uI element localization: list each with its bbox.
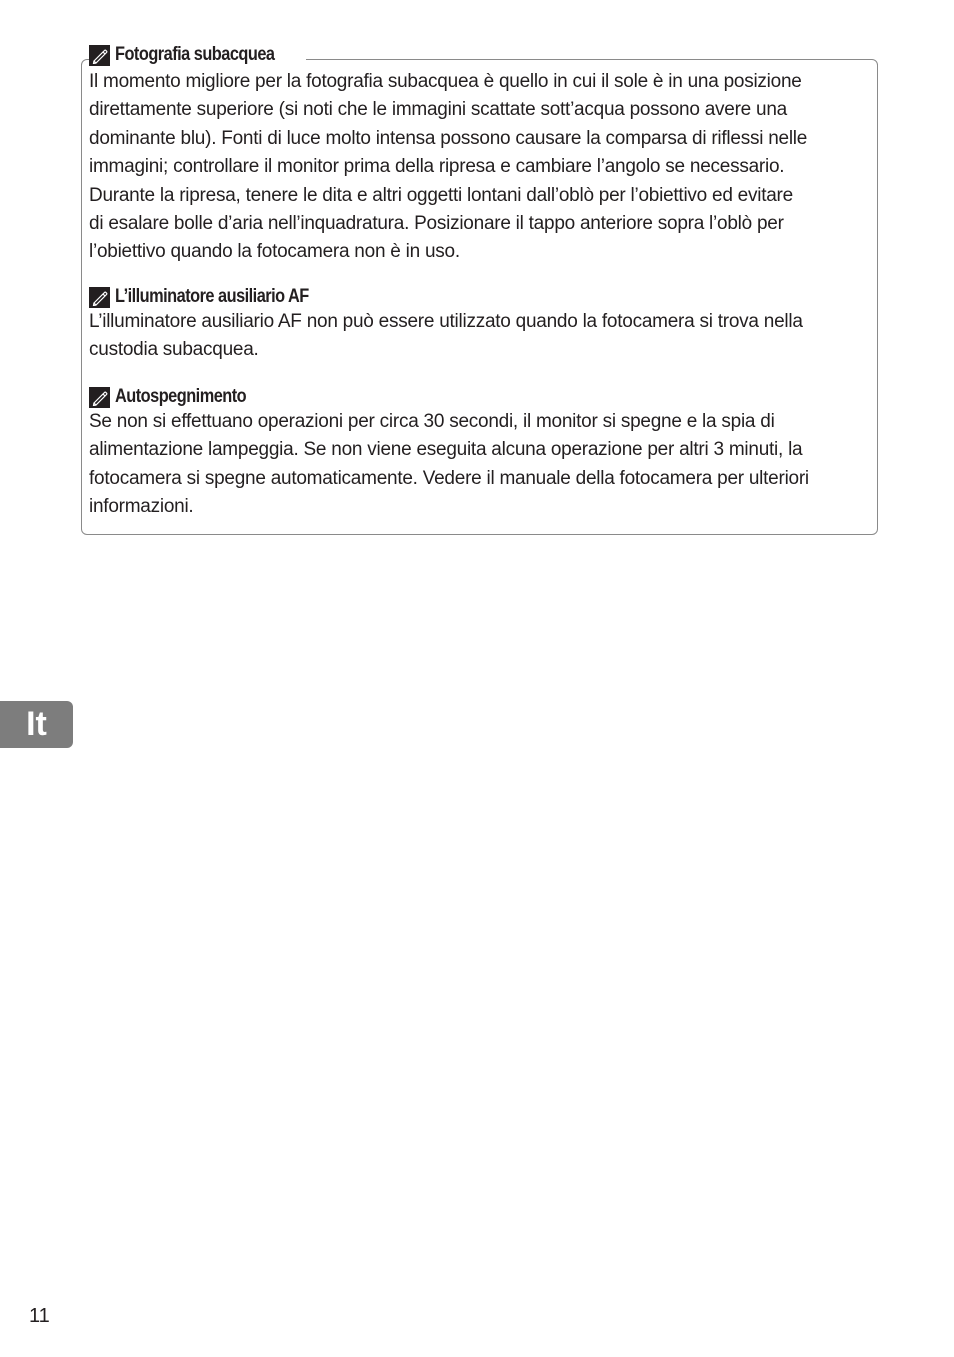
section-heading [89, 286, 869, 308]
section-body: L’illuminatore ausiliario AF non può essere utilizzato quando la fotocamera si trova nella custodia subacquea. [89, 311, 803, 361]
pencil-note-icon [89, 287, 110, 308]
section-title: Fotografia subacquea [115, 44, 275, 65]
pencil-note-icon [89, 45, 110, 66]
section-underwater-photography [89, 44, 869, 267]
pencil-note-icon [89, 387, 110, 408]
page-number: 11 [29, 1305, 50, 1327]
section-heading [89, 44, 306, 66]
section-af-illuminator [89, 286, 869, 365]
section-body: Se non si effettuano operazioni per circa 30 secondi, il monitor si spegne e la spia di alimentazione lampeggia. Se non viene eseguita alcuna operazione per altri 3 minuti, la fotocamera si spegne automaticamente. Vedere il manuale della fotocamera per ulteriori informazioni. [89, 411, 809, 518]
language-tab: It [0, 701, 73, 748]
section-heading [89, 386, 869, 408]
section-body: Il momento migliore per la fotografia subacquea è quello in cui il sole è in una posizione direttamente superiore (si noti che le immagini scattate sott’acqua possono avere una dominante blu). Fonti di luce molto intensa possono causare la comparsa di riflessi nelle immagini; controllare il monitor prima della ripresa e cambiare l’angolo se necessario. Durante la ripresa, tenere le dita e altri oggetti lontani dall’oblò per l’obiettivo ed evitare di esalare bolle d’aria nell’inquadratura. Posizionare il tappo anteriore sopra l’oblò per l’obiettivo quando la fotocamera non è in uso. [89, 71, 808, 263]
section-title: Autospegnimento [115, 386, 247, 407]
section-title: L’illuminatore ausiliario AF [115, 286, 309, 307]
section-auto-power-off [89, 386, 869, 522]
